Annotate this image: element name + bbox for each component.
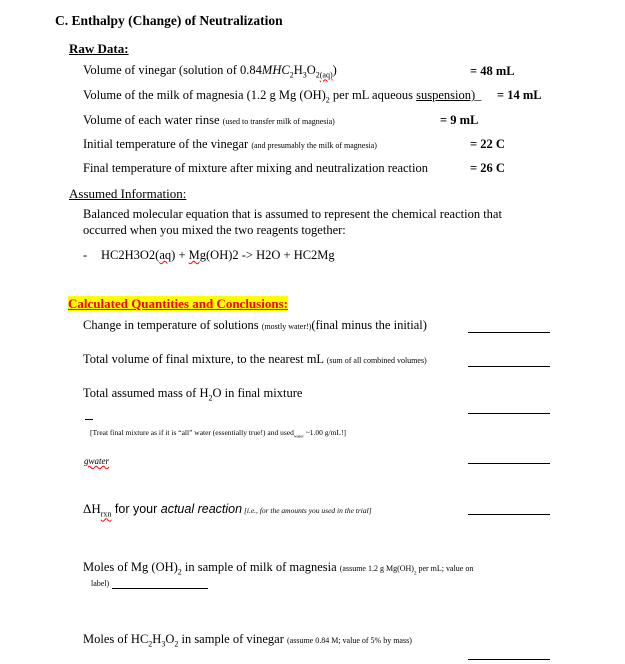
moles-hc-label: Moles of HC [83, 632, 149, 646]
moles-mg-note: (assume 1.2 g Mg(OH) [339, 564, 414, 573]
q-total-volume [83, 352, 427, 367]
equation [101, 248, 335, 263]
q3-sub: 2 [208, 393, 213, 403]
answer-line-moles-hc[interactable] [468, 659, 550, 660]
q3-rest: O in final mixture [212, 386, 303, 400]
row-formula-o: O [306, 63, 316, 77]
raw-row-final-temp [83, 161, 428, 176]
assumed-description-1: Balanced molecular equation that is assumed to represent the chemical reaction that [83, 207, 502, 221]
row-label: Final temperature of mixture after mixing and neutralization reaction [83, 161, 429, 175]
raw-row-magnesia [83, 88, 481, 105]
row-underlined: suspension) [416, 88, 476, 102]
raw-row-vinegar: Volume of vinegar (solution of $0.84MHC_2H_3O_{2(aq)}$) [83, 63, 337, 80]
q2-note: (sum of all combined volumes) [326, 356, 427, 365]
dh-italic: actual reaction [160, 502, 243, 516]
raw-value-rinse: = 9 mL [440, 113, 479, 127]
row-label: Volume of the milk of magnesia (1.2 g Mg (OH) [83, 88, 326, 102]
treat-note-text: [Treat final mixture as if it is “all” water (essentially true!) and used [90, 428, 294, 437]
row-sub: 2 [325, 95, 330, 105]
q2-label: Total volume of final mixture, to the nearest mL [83, 352, 327, 366]
raw-row-rinse [83, 113, 335, 128]
answer-line-dh[interactable] [468, 514, 550, 515]
calculated-heading-text: Calculated Quantities and Conclusions: [68, 296, 288, 311]
equation-aq: aq [159, 248, 172, 262]
row-label-rest: per mL aqueous [329, 88, 417, 102]
treat-dash [85, 419, 93, 420]
q1-label: Change in temperature of solutions [83, 318, 262, 332]
moles-hc-sub1: 2 [148, 639, 153, 649]
treat-sub: water [293, 433, 304, 439]
moles-hc-note: (assume 0.84 M; value of 5% by mass) [287, 636, 412, 645]
raw-value-vinegar: = 48 mL [470, 64, 515, 78]
moles-mg-note3: label) [91, 579, 110, 588]
row-molarity-unit: MHC [261, 63, 290, 77]
row-close: ) [332, 63, 337, 77]
moles-hc-o: O [165, 632, 175, 646]
raw-data-heading: Raw Data: [69, 41, 129, 56]
assumed-heading: Assumed Information: [69, 186, 187, 201]
equation-part1: HC2H3O2( [101, 248, 160, 262]
dh-prefix: ΔH [83, 501, 101, 516]
row-label: Volume of each water rinse [83, 113, 223, 127]
row-aq: (aq) [319, 70, 333, 80]
equation-part2: ) + [171, 248, 189, 262]
q-moles-mg: Moles of Mg $(OH)_2$ in sample of milk of magnesia (assume 1.2 g $Mg(OH)_2$ per mL; value on [83, 560, 474, 577]
q-total-mass [83, 386, 302, 403]
row-label: Initial temperature of the vinegar [83, 137, 252, 151]
raw-value-final-temp: = 26 C [470, 161, 505, 175]
moles-mg-note2: per mL; value on [416, 564, 474, 573]
q-moles-hc [83, 632, 412, 649]
answer-line-moles-mg[interactable] [112, 588, 208, 589]
equation-mg: Mg [188, 248, 206, 262]
answer-line-q3[interactable] [468, 413, 550, 414]
answer-line-q2[interactable] [468, 366, 550, 367]
raw-value-initial-temp: = 22 C [470, 137, 505, 151]
q-temperature-change [83, 318, 427, 333]
row-note: (and presumably the milk of magnesia) [251, 141, 377, 150]
q1-rest: (final minus the initial) [311, 318, 427, 332]
row-note: (used to transfer milk of magnesia) [222, 117, 335, 126]
answer-line-gwater[interactable] [468, 463, 550, 464]
q-delta-h [83, 501, 372, 519]
equation-bullet: - [83, 248, 88, 262]
row-dash: _ [475, 88, 482, 102]
equation-part3: (OH)2 -> H2O + HC2Mg [206, 248, 335, 262]
dh-note: [i.e., for the amounts you used in the trial] [242, 506, 372, 515]
gwater-label: gwater [84, 456, 110, 466]
dh-text: for your [111, 502, 161, 516]
moles-mg-rest: in sample of milk of magnesia [181, 560, 340, 574]
assumed-description-2: occurred when you mixed the two reagents together: [83, 223, 346, 237]
moles-mg-sub: 2 [177, 567, 182, 577]
raw-row-initial-temp [83, 137, 377, 152]
moles-mg-label: Moles of Mg (OH) [83, 560, 178, 574]
moles-hc-rest: in sample of vinegar [178, 632, 287, 646]
moles-hc-sub2: 3 [161, 639, 166, 649]
moles-hc-sub3: 2 [174, 639, 179, 649]
dh-sub: rxn [100, 509, 112, 519]
raw-value-magnesia: = 14 mL [497, 88, 542, 102]
row-formula-h: H [293, 63, 303, 77]
moles-hc-mid: H [152, 632, 162, 646]
q1-note: (mostly water!) [261, 322, 312, 331]
answer-line-q1[interactable] [468, 332, 550, 333]
treat-rest: ~1.00 g/mL!] [303, 428, 347, 437]
section-title: C. Enthalpy (Change) of Neutralization [55, 13, 283, 28]
treat-note [90, 428, 346, 439]
q3-label: Total assumed mass of H [83, 386, 209, 400]
calculated-heading [68, 296, 288, 312]
row-label: Volume of vinegar (solution of 0.84 [83, 63, 262, 77]
